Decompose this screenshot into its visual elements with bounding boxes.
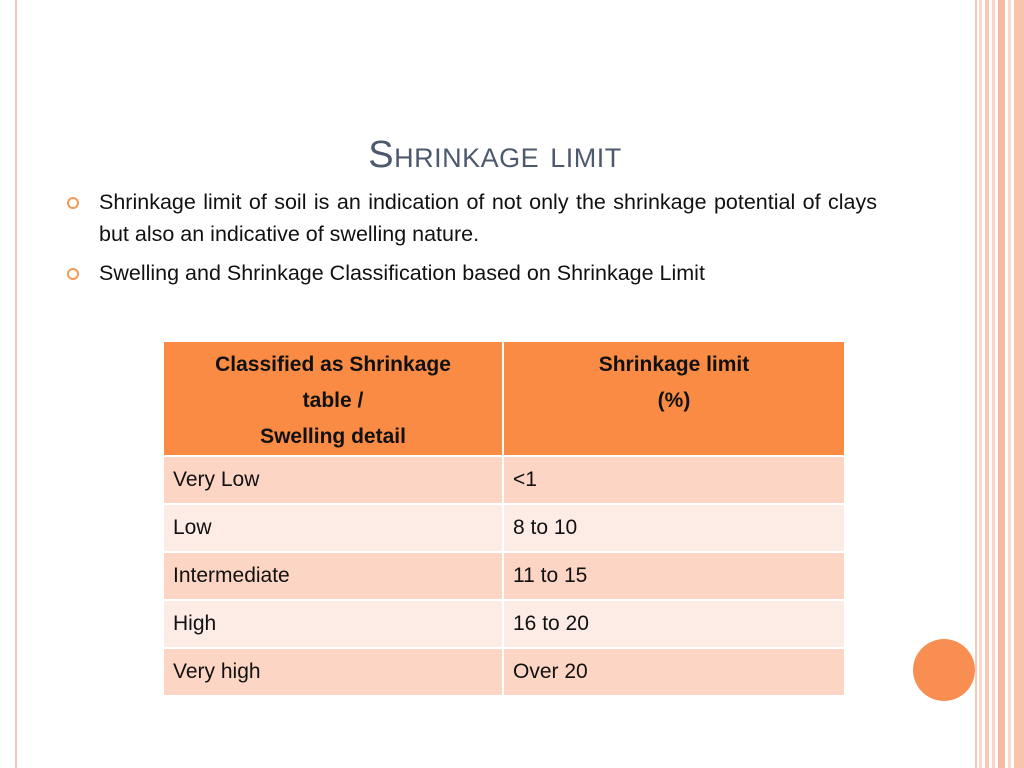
cell-classification: Intermediate — [163, 552, 503, 600]
cell-classification: High — [163, 600, 503, 648]
orange-circle-decoration — [913, 639, 975, 701]
cell-limit: 8 to 10 — [503, 504, 845, 552]
table-row — [163, 648, 845, 696]
slide-title: Shrinkage limit — [368, 134, 622, 177]
classification-table — [162, 340, 846, 697]
bullet-item — [67, 186, 877, 250]
bullet-item — [67, 257, 877, 289]
bullet-icon — [67, 197, 79, 209]
table-row — [163, 552, 845, 600]
table-row — [163, 456, 845, 504]
table-header-row — [163, 341, 845, 456]
bullet-text: Shrinkage limit of soil is an indication of not only the shrinkage potential of clays but also an indicative of swelling nature. — [99, 190, 877, 246]
cell-classification: Very Low — [163, 456, 503, 504]
table-row — [163, 600, 845, 648]
header-line: (%) — [657, 389, 691, 412]
bullet-text: Swelling and Shrinkage Classification based on Shrinkage Limit — [99, 261, 705, 285]
header-line: table / — [302, 389, 364, 412]
header-line: Shrinkage limit — [598, 353, 750, 376]
cell-limit: Over 20 — [503, 648, 845, 696]
decorative-stripe — [985, 0, 989, 768]
bullet-list — [67, 186, 877, 296]
decorative-stripe — [979, 0, 982, 768]
header-shrinkage-limit — [503, 341, 845, 456]
decorative-stripe — [998, 0, 1005, 768]
decorative-stripe — [1014, 0, 1024, 768]
bullet-icon — [67, 268, 79, 280]
header-line: Swelling detail — [260, 425, 406, 448]
cell-limit: 11 to 15 — [503, 552, 845, 600]
header-classification — [163, 341, 503, 456]
cell-limit: <1 — [503, 456, 845, 504]
header-line: Classified as Shrinkage — [215, 353, 451, 376]
table-row — [163, 504, 845, 552]
decorative-stripe — [1008, 0, 1011, 768]
cell-classification: Low — [163, 504, 503, 552]
decorative-stripe — [992, 0, 995, 768]
cell-classification: Very high — [163, 648, 503, 696]
cell-limit: 16 to 20 — [503, 600, 845, 648]
